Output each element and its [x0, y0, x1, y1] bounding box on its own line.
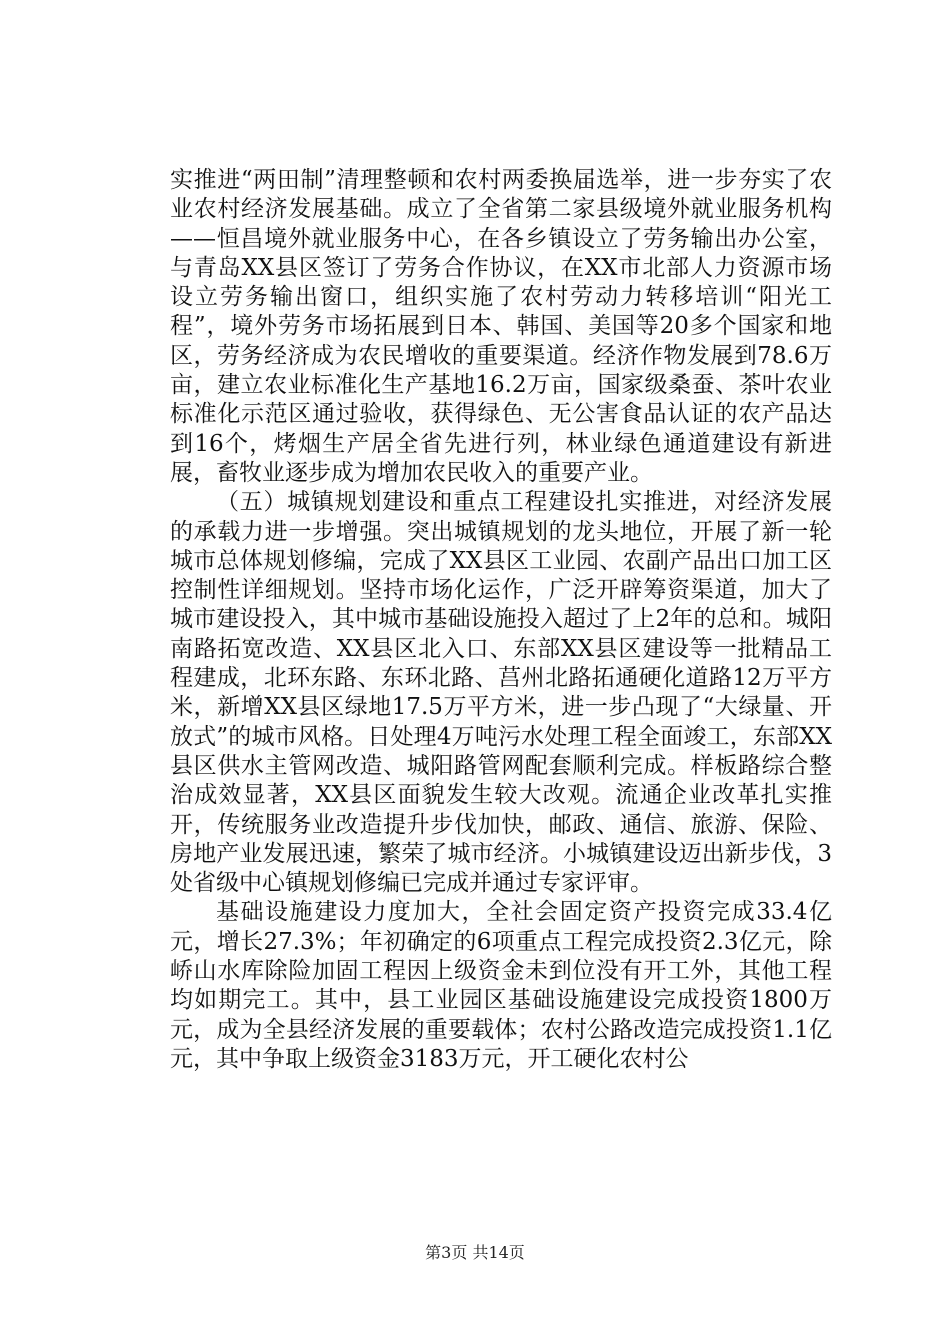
paragraph-agriculture: 实推进“两田制”清理整顿和农村两委换届选举，进一步夯实了农业农村经济发展基础。成立了全省第二家县级境外就业服务机构——恒昌境外就业服务中心，在各乡镇设立了劳务输出办公室，与青岛XX县区签订了劳务合作协议，在XX市北部人力资源市场设立劳务输出窗口，组织实施了农村劳动力转移培训“阳光工程”，境外劳务市场拓展到日本、韩国、美国等20多个国家和地区，劳务经济成为农民增收的重要渠道。经济作物发展到78.6万亩，建立农业标准化生产基地16.2万亩，国家级桑蚕、茶叶农业标准化示范区通过验收，获得绿色、无公害食品认证的农产品达到16个，烤烟生产居全省先进行列，林业绿色通道建设有新进展，畜牧业逐步成为增加农民收入的重要产业。	[170, 167, 832, 486]
document-body	[170, 166, 832, 1074]
paragraph-urban-planning: （五）城镇规划建设和重点工程建设扎实推进，对经济发展的承载力进一步增强。突出城镇规划的龙头地位，开展了新一轮城市总体规划修编，完成了XX县区工业园、农副产品出口加工区控制性详细规划。坚持市场化运作，广泛开辟筹资渠道，加大了城市建设投入，其中城市基础设施投入超过了上2年的总和。城阳南路拓宽改造、XX县区北入口、东部XX县区建设等一批精品工程建成，北环东路、东环北路、莒州北路拓通硬化道路12万平方米，新增XX县区绿地17.5万平方米，进一步凸现了“大绿量、开放式”的城市风格。日处理4万吨污水处理工程全面竣工，东部XX县区供水主管网改造、城阳路管网配套顺利完成。样板路综合整治成效显著，XX县区面貌发生较大改观。流通企业改革扎实推开，传统服务业改造提升步伐加快，邮政、通信、旅游、保险、房地产业发展迅速，繁荣了城市经济。小城镇建设迈出新步伐，3处省级中心镇规划修编已完成并通过专家评审。	[170, 489, 832, 897]
paragraph-infrastructure: 基础设施建设力度加大，全社会固定资产投资完成33.4亿元，增长27.3%；年初确定的6项重点工程完成投资2.3亿元，除峤山水库除险加固工程因上级资金未到位没有开工外，其他工程均如期完工。其中，县工业园区基础设施建设完成投资1800万元，成为全县经济发展的重要载体；农村公路改造完成投资1.1亿元，其中争取上级资金3183万元，开工硬化农村公	[170, 899, 832, 1072]
page-footer: 第3页 共14页	[425, 1243, 525, 1262]
